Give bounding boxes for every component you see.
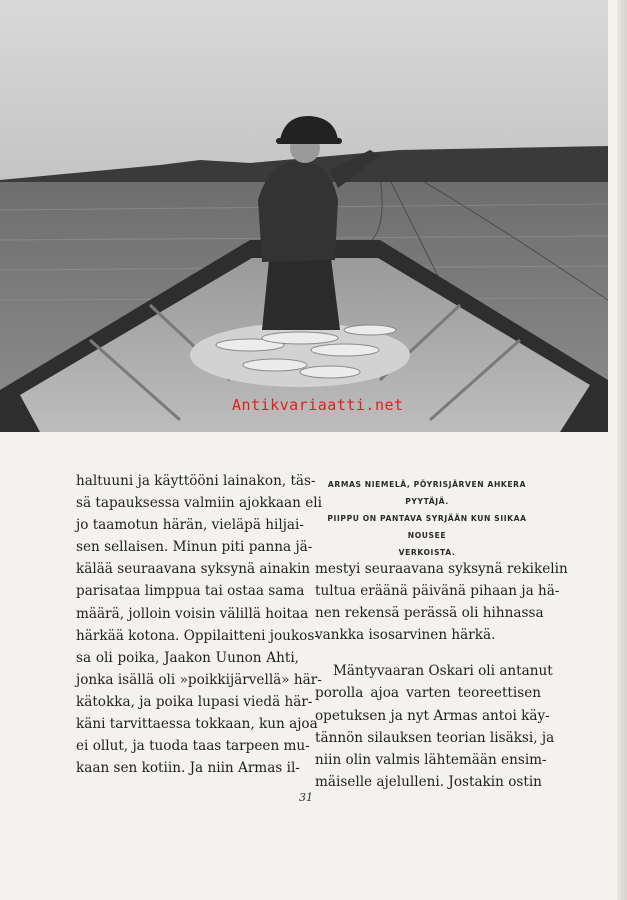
text-line: parisataa limppua tai ostaa sama	[76, 583, 305, 600]
text-line: kaan sen kotiin. Ja niin Armas il-	[76, 760, 300, 777]
text-line: jo taamotun härän, vieläpä hiljai-	[76, 517, 304, 534]
text-line: opetuksen ja nyt Armas antoi käy-	[315, 707, 550, 724]
text-line: kätokka, ja poika lupasi viedä här-	[76, 693, 313, 710]
text-line: mestyi seuraavana syksynä rekikelin	[315, 561, 568, 577]
photo-image	[0, 0, 608, 432]
text-line: haltuuni ja käyttööni lainakon, täs-	[76, 473, 316, 489]
text-line: Mäntyvaaran Oskari oli antanut	[333, 663, 553, 680]
right-text-column	[315, 558, 568, 793]
text-line: määrä, jolloin voisin välillä hoitaa	[76, 605, 309, 622]
caption-line: ARMAS NIEMELÄ, PÖYRISJÄRVEN AHKERA PYYTÄJÄ.	[327, 480, 527, 506]
page-number: 31	[299, 791, 313, 804]
watermark: Antikvariaatti.net	[232, 396, 404, 414]
text-line: ei ollut, ja tuoda taas tarpeen mu-	[76, 738, 310, 755]
photo-fisherman-boat	[0, 0, 608, 432]
text-line: kälää seuraavana syksynä ainakin	[76, 561, 311, 578]
text-line: jonka isällä oli »poikkijärvellä» här-	[76, 671, 322, 688]
text-line: vankka isosarvinen härkä.	[315, 627, 496, 644]
text-line: mäiselle ajelulleni. Jostakin ostin	[315, 773, 542, 790]
text-line: härkää kotona. Oppilaitteni joukos-	[76, 627, 319, 644]
text-line: tännön silauksen teorian lisäksi, ja	[315, 729, 555, 746]
text-line: niin olin valmis lähtemään ensim-	[315, 751, 547, 768]
page-edge	[617, 0, 627, 900]
text-line: sä tapauksessa valmiin ajokkaan eli	[76, 495, 322, 512]
caption-line: VERKOISTA.	[398, 548, 456, 557]
text-line: nen rekensä perässä oli hihnassa	[315, 605, 544, 622]
text-line: sen sellaisen. Minun piti panna jä-	[76, 539, 313, 556]
text-line: käni tarvittaessa tokkaan, kun ajoa	[76, 716, 318, 733]
caption-line: PIIPPU ON PANTAVA SYRJÄÄN KUN SIIKAA NOUSEE	[327, 514, 527, 540]
text-line: porolla ajoa varten teoreettisen	[315, 685, 541, 702]
text-line: sa oli poika, Jaakon Uunon Ahti,	[76, 649, 299, 666]
text-line: tultua eräänä päivänä pihaan ja hä-	[315, 583, 560, 600]
left-text-column	[76, 470, 322, 779]
photo-caption	[312, 476, 542, 561]
